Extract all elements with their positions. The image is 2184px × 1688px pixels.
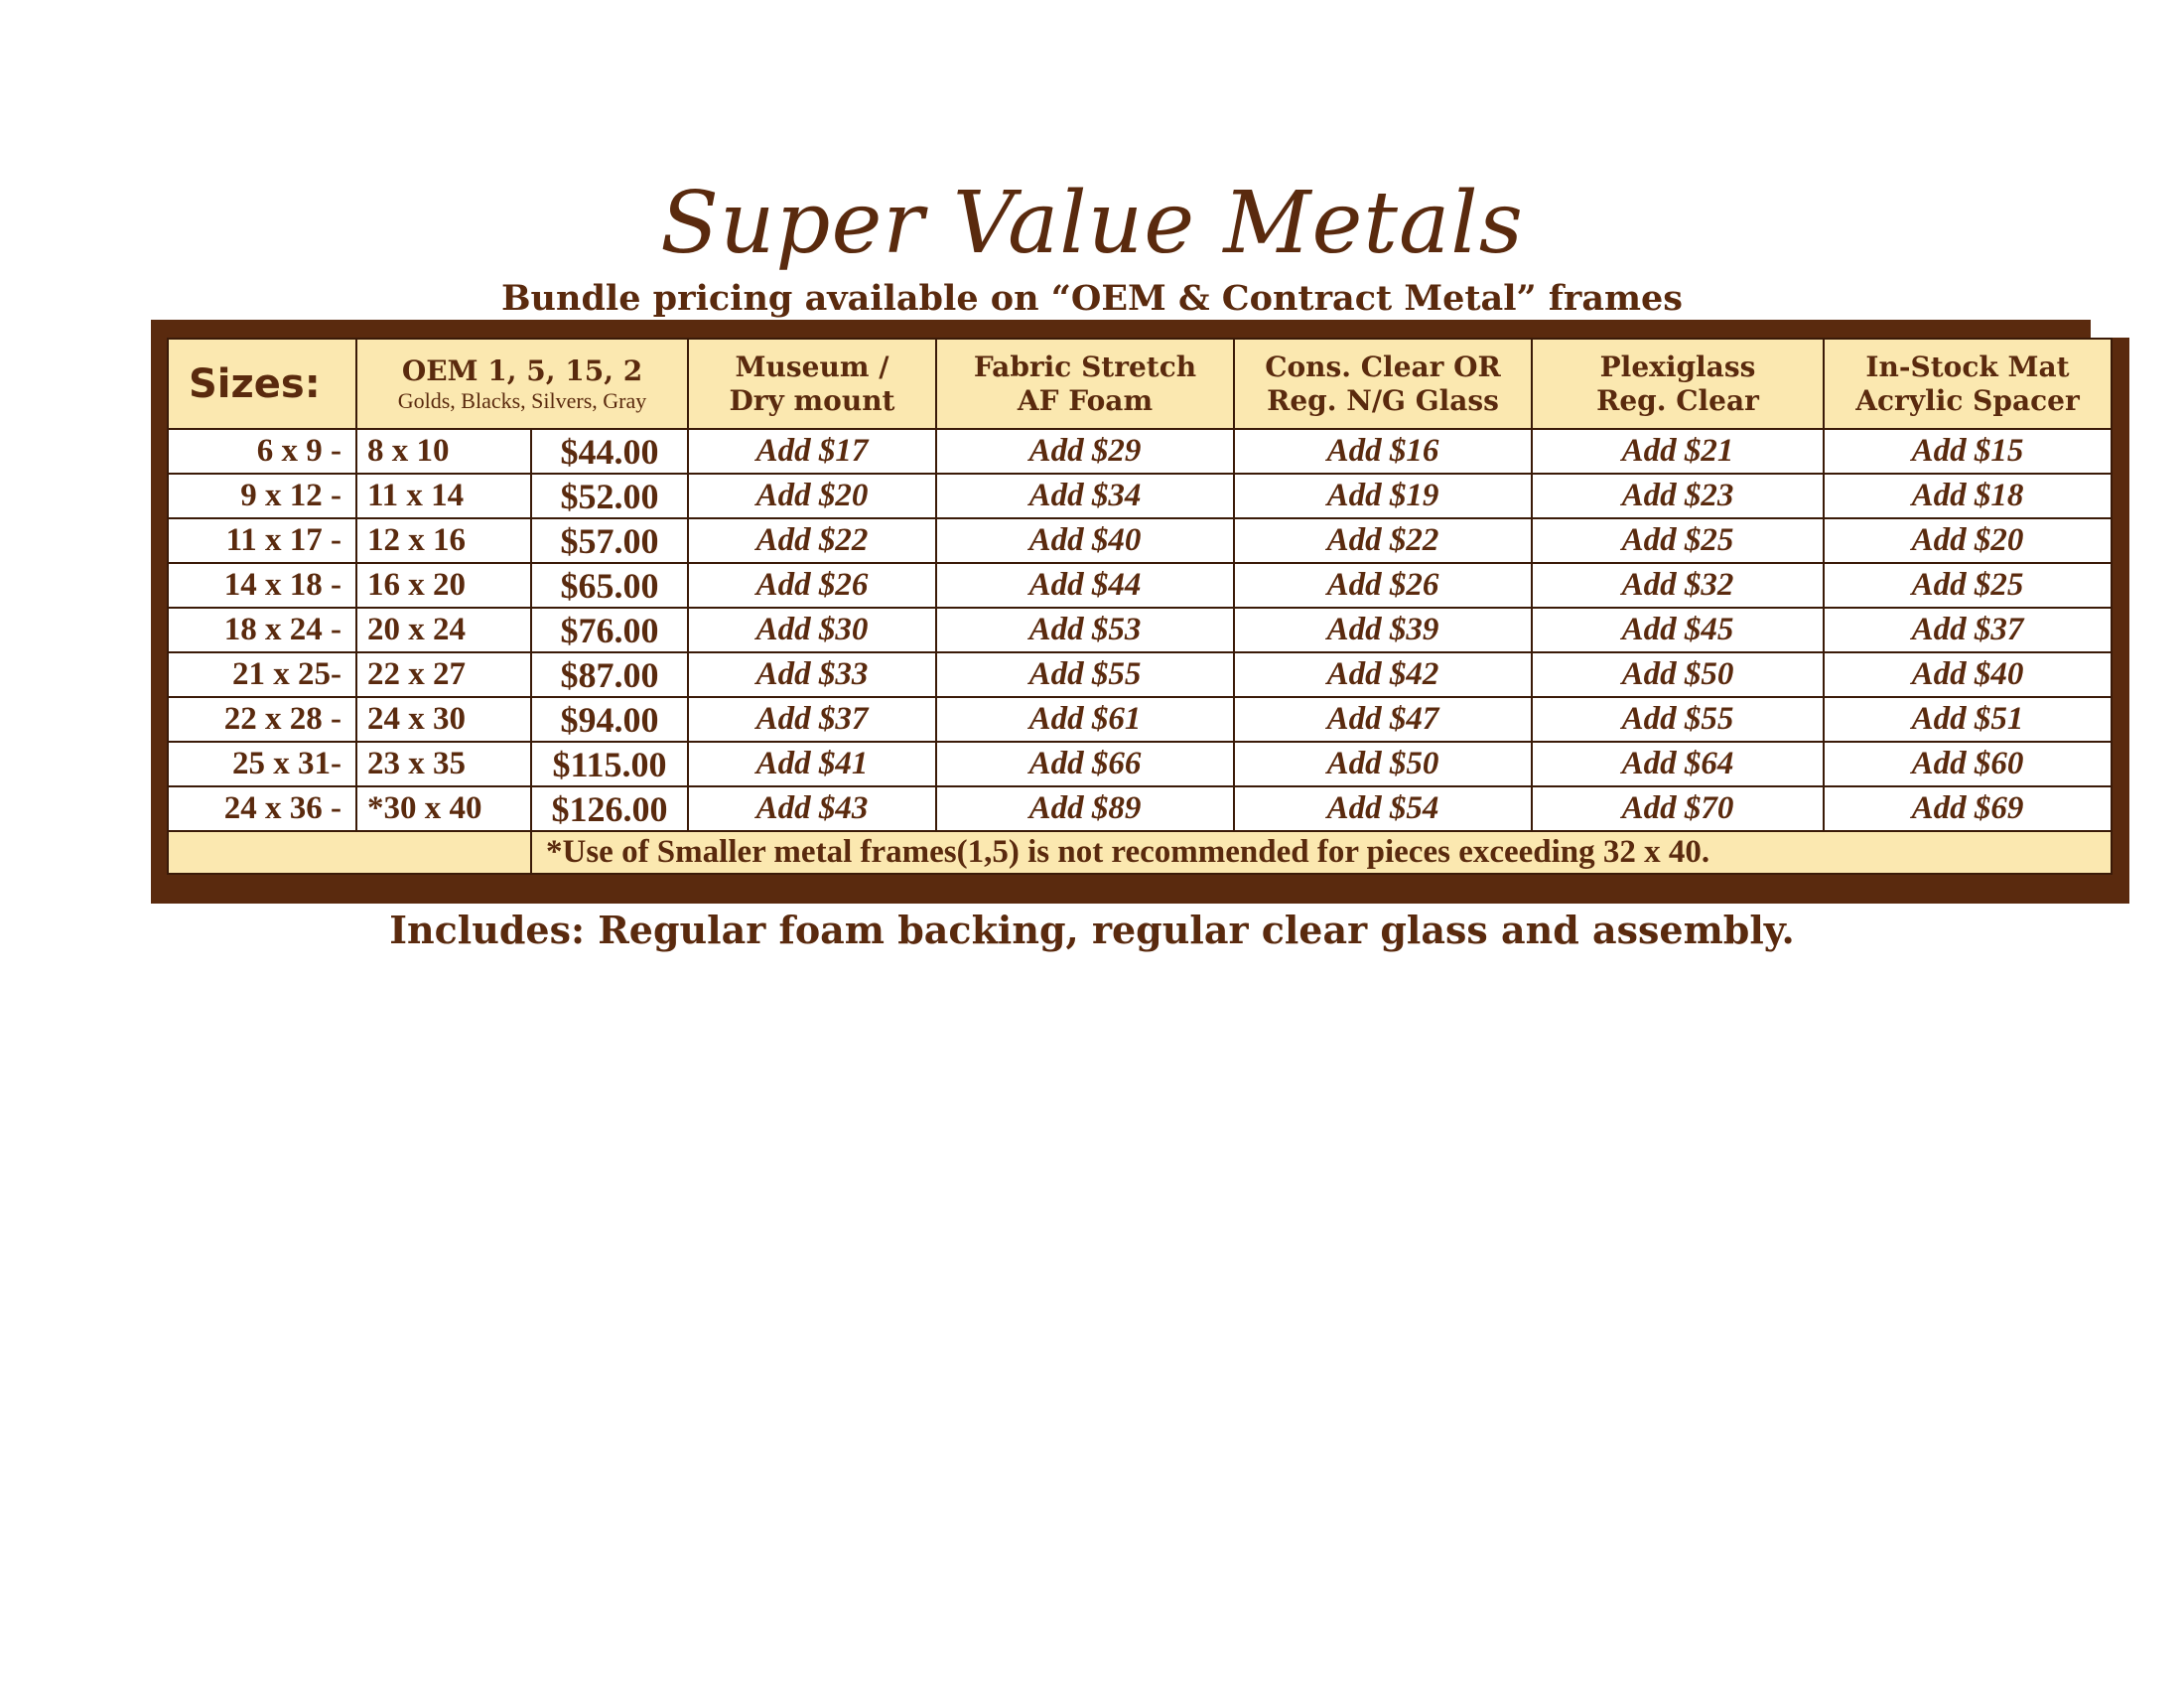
plexi-cell: Add $45 bbox=[1532, 608, 1824, 652]
header-mat bbox=[1824, 339, 2112, 429]
museum-cell: Add $43 bbox=[688, 786, 936, 831]
museum-cell: Add $33 bbox=[688, 652, 936, 697]
size-cell: 25 x 31- bbox=[168, 742, 356, 786]
museum-cell: Add $37 bbox=[688, 697, 936, 742]
header-sizes: Sizes: bbox=[168, 339, 356, 429]
mat-cell: Add $60 bbox=[1824, 742, 2112, 786]
footnote-spacer bbox=[168, 831, 531, 874]
cons-cell: Add $19 bbox=[1234, 474, 1532, 518]
frame-size-cell: 16 x 20 bbox=[356, 563, 531, 608]
size-cell: 22 x 28 - bbox=[168, 697, 356, 742]
mat-cell: Add $69 bbox=[1824, 786, 2112, 831]
header-oem bbox=[356, 339, 688, 429]
plexi-cell: Add $23 bbox=[1532, 474, 1824, 518]
plexi-cell: Add $21 bbox=[1532, 429, 1824, 474]
header-cons bbox=[1234, 339, 1532, 429]
header-museum-line2: Dry mount bbox=[729, 383, 895, 417]
plexi-cell: Add $25 bbox=[1532, 518, 1824, 563]
frame-notch bbox=[2091, 320, 2129, 338]
header-plexi-line1: Plexiglass bbox=[1599, 350, 1756, 383]
fabric-cell: Add $53 bbox=[936, 608, 1234, 652]
table-row bbox=[168, 563, 2112, 608]
price-cell: $94.00 bbox=[531, 697, 688, 742]
cons-cell: Add $16 bbox=[1234, 429, 1532, 474]
table-row bbox=[168, 429, 2112, 474]
size-cell: 14 x 18 - bbox=[168, 563, 356, 608]
frame-size-cell: *30 x 40 bbox=[356, 786, 531, 831]
header-cons-line1: Cons. Clear OR bbox=[1265, 350, 1501, 383]
table-row bbox=[168, 786, 2112, 831]
mat-cell: Add $51 bbox=[1824, 697, 2112, 742]
header-plexi-line2: Reg. Clear bbox=[1596, 383, 1759, 417]
price-cell: $52.00 bbox=[531, 474, 688, 518]
mat-cell: Add $18 bbox=[1824, 474, 2112, 518]
cons-cell: Add $42 bbox=[1234, 652, 1532, 697]
mat-cell: Add $37 bbox=[1824, 608, 2112, 652]
fabric-cell: Add $61 bbox=[936, 697, 1234, 742]
header-oem-title: OEM 1, 5, 15, 2 bbox=[401, 353, 643, 387]
mat-cell: Add $40 bbox=[1824, 652, 2112, 697]
footnote: *Use of Smaller metal frames(1,5) is not recommended for pieces exceeding 32 x 40. bbox=[531, 831, 2112, 874]
size-cell: 21 x 25- bbox=[168, 652, 356, 697]
pricing-table bbox=[167, 338, 2113, 875]
footnote-row bbox=[168, 831, 2112, 874]
fabric-cell: Add $55 bbox=[936, 652, 1234, 697]
fabric-cell: Add $89 bbox=[936, 786, 1234, 831]
table-row bbox=[168, 608, 2112, 652]
cons-cell: Add $47 bbox=[1234, 697, 1532, 742]
includes-note: Includes: Regular foam backing, regular clear glass and assembly. bbox=[389, 908, 1795, 952]
header-mat-line1: In-Stock Mat bbox=[1865, 350, 2070, 383]
cons-cell: Add $26 bbox=[1234, 563, 1532, 608]
fabric-cell: Add $40 bbox=[936, 518, 1234, 563]
table-row bbox=[168, 474, 2112, 518]
header-mat-line2: Acrylic Spacer bbox=[1855, 383, 2080, 417]
table-row bbox=[168, 742, 2112, 786]
plexi-cell: Add $32 bbox=[1532, 563, 1824, 608]
size-cell: 11 x 17 - bbox=[168, 518, 356, 563]
header-museum bbox=[688, 339, 936, 429]
price-cell: $65.00 bbox=[531, 563, 688, 608]
frame-size-cell: 8 x 10 bbox=[356, 429, 531, 474]
frame-size-cell: 22 x 27 bbox=[356, 652, 531, 697]
plexi-cell: Add $64 bbox=[1532, 742, 1824, 786]
price-cell: $44.00 bbox=[531, 429, 688, 474]
plexi-cell: Add $55 bbox=[1532, 697, 1824, 742]
table-row bbox=[168, 518, 2112, 563]
frame-size-cell: 24 x 30 bbox=[356, 697, 531, 742]
header-oem-finishes: Golds, Blacks, Silvers, Gray bbox=[397, 387, 647, 413]
museum-cell: Add $26 bbox=[688, 563, 936, 608]
fabric-cell: Add $44 bbox=[936, 563, 1234, 608]
header-fabric-line1: Fabric Stretch bbox=[973, 350, 1197, 383]
price-cell: $76.00 bbox=[531, 608, 688, 652]
mat-cell: Add $20 bbox=[1824, 518, 2112, 563]
header-plexi bbox=[1532, 339, 1824, 429]
cons-cell: Add $50 bbox=[1234, 742, 1532, 786]
frame-size-cell: 12 x 16 bbox=[356, 518, 531, 563]
museum-cell: Add $41 bbox=[688, 742, 936, 786]
price-cell: $57.00 bbox=[531, 518, 688, 563]
museum-cell: Add $30 bbox=[688, 608, 936, 652]
price-cell: $126.00 bbox=[531, 786, 688, 831]
size-cell: 9 x 12 - bbox=[168, 474, 356, 518]
price-cell: $115.00 bbox=[531, 742, 688, 786]
plexi-cell: Add $50 bbox=[1532, 652, 1824, 697]
size-cell: 24 x 36 - bbox=[168, 786, 356, 831]
header-fabric-line2: AF Foam bbox=[1017, 383, 1154, 417]
size-cell: 6 x 9 - bbox=[168, 429, 356, 474]
museum-cell: Add $20 bbox=[688, 474, 936, 518]
frame-size-cell: 20 x 24 bbox=[356, 608, 531, 652]
cons-cell: Add $22 bbox=[1234, 518, 1532, 563]
header-row bbox=[168, 339, 2112, 429]
mat-cell: Add $15 bbox=[1824, 429, 2112, 474]
cons-cell: Add $39 bbox=[1234, 608, 1532, 652]
header-cons-line2: Reg. N/G Glass bbox=[1267, 383, 1499, 417]
fabric-cell: Add $34 bbox=[936, 474, 1234, 518]
plexi-cell: Add $70 bbox=[1532, 786, 1824, 831]
header-fabric bbox=[936, 339, 1234, 429]
mat-cell: Add $25 bbox=[1824, 563, 2112, 608]
cons-cell: Add $54 bbox=[1234, 786, 1532, 831]
fabric-cell: Add $66 bbox=[936, 742, 1234, 786]
frame-size-cell: 23 x 35 bbox=[356, 742, 531, 786]
price-cell: $87.00 bbox=[531, 652, 688, 697]
frame-size-cell: 11 x 14 bbox=[356, 474, 531, 518]
museum-cell: Add $22 bbox=[688, 518, 936, 563]
size-cell: 18 x 24 - bbox=[168, 608, 356, 652]
table-row bbox=[168, 652, 2112, 697]
table-row bbox=[168, 697, 2112, 742]
page-subtitle: Bundle pricing available on “OEM & Contract Metal” frames bbox=[500, 278, 1684, 319]
page-title: Super Value Metals bbox=[660, 174, 1524, 273]
fabric-cell: Add $29 bbox=[936, 429, 1234, 474]
museum-cell: Add $17 bbox=[688, 429, 936, 474]
header-museum-line1: Museum / bbox=[735, 350, 889, 383]
